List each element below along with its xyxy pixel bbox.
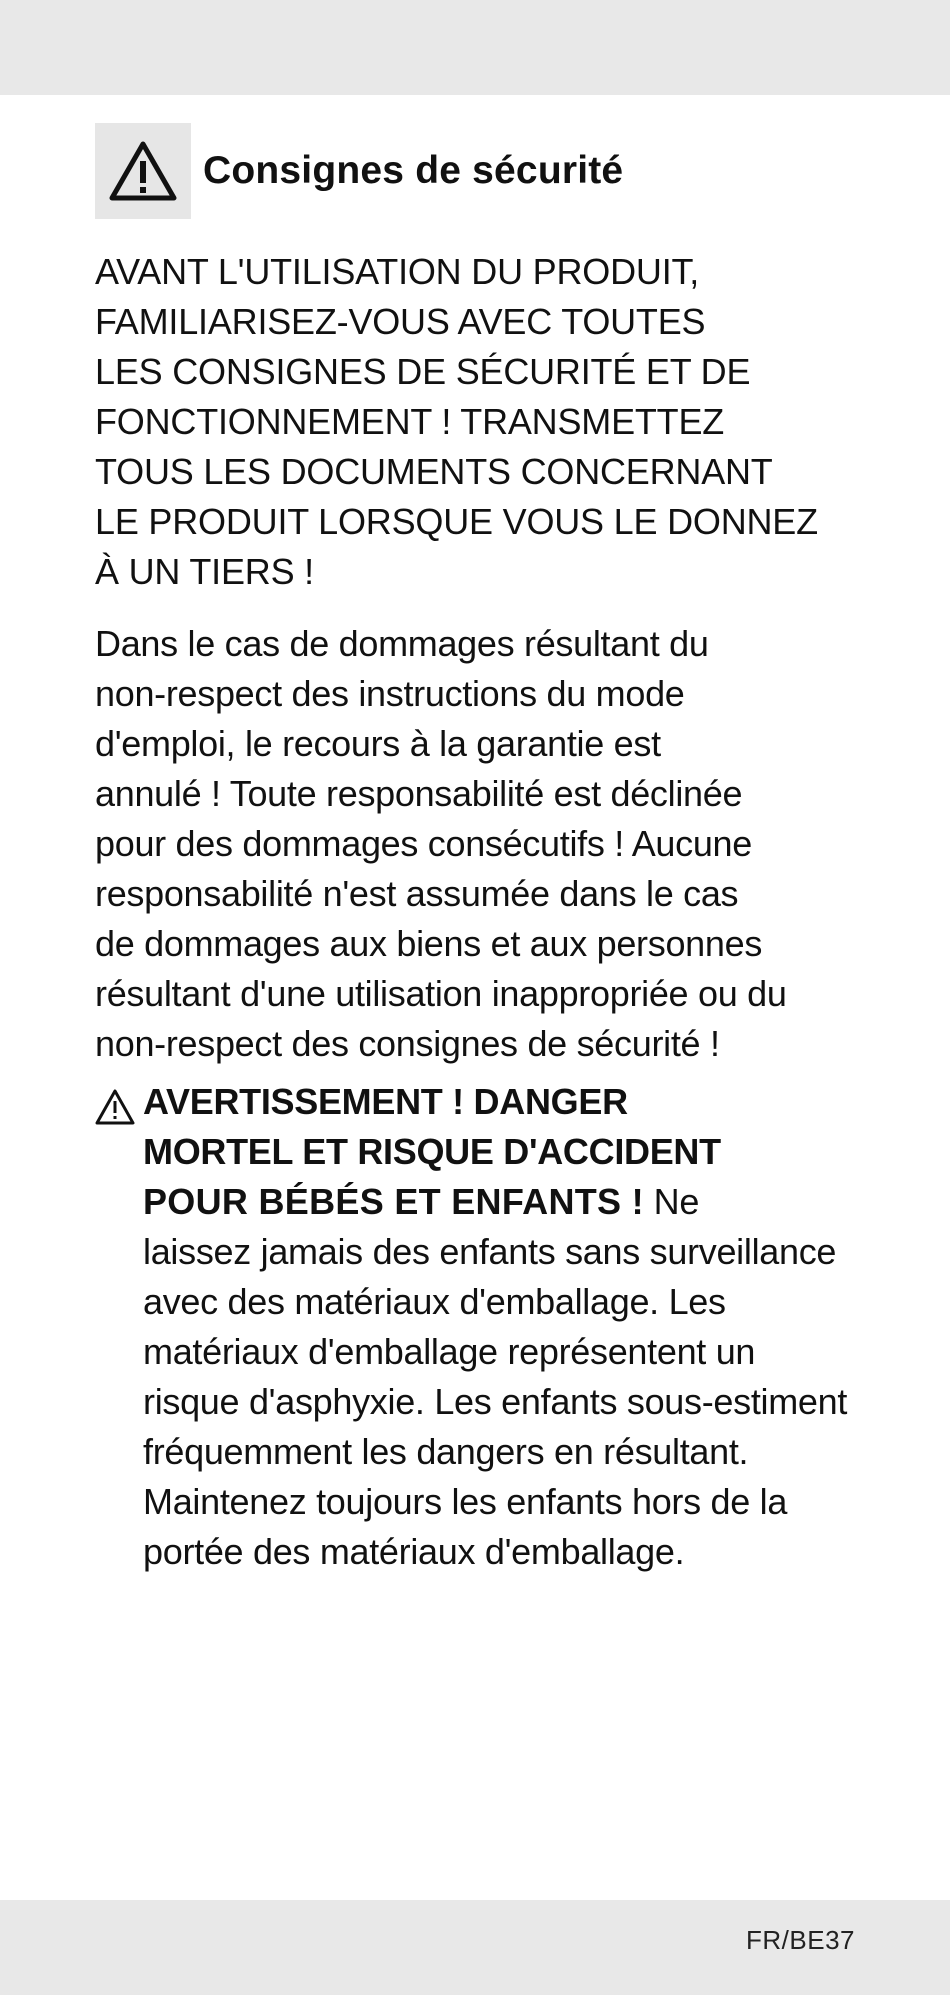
- language-code: FR/BE: [746, 1925, 826, 1955]
- text-line: d'emploi, le recours à la garantie est: [95, 723, 661, 764]
- text-line: non-respect des instructions du mode: [95, 673, 685, 714]
- text-line: FONCTIONNEMENT ! TRANSMETTEZ: [95, 401, 725, 442]
- child-danger-warning: [95, 1077, 865, 1577]
- text-line: AVANT L'UTILISATION DU PRODUIT,: [95, 251, 700, 292]
- top-margin-band: [0, 0, 950, 95]
- text-line: TOUS LES DOCUMENTS CONCERNANT: [95, 451, 773, 492]
- page-number: 37: [825, 1925, 855, 1955]
- text-line: résultant d'une utilisation inappropriée ou du: [95, 973, 787, 1014]
- text-line: laissez jamais des enfants sans surveillance: [143, 1231, 837, 1272]
- text-line: À UN TIERS !: [95, 551, 314, 592]
- warning-triangle-icon: [95, 1089, 135, 1125]
- text-line: Maintenez toujours les enfants hors de la: [143, 1481, 788, 1522]
- text-line: responsabilité n'est assumée dans le cas: [95, 873, 739, 914]
- warning-heading-text: POUR BÉBÉS ET ENFANTS !: [143, 1181, 644, 1222]
- section-title: Consignes de sécurité: [203, 149, 624, 192]
- text-line: fréquemment les dangers en résultant.: [143, 1431, 749, 1472]
- text-line: avec des matériaux d'emballage. Les: [143, 1281, 726, 1322]
- text-line: risque d'asphyxie. Les enfants sous-estiment: [143, 1381, 848, 1422]
- page-content: [95, 123, 865, 1577]
- text-line: FAMILIARISEZ-VOUS AVEC TOUTES: [95, 301, 706, 342]
- intro-caps-paragraph: [95, 247, 865, 597]
- text-line: de dommages aux biens et aux personnes: [95, 923, 763, 964]
- warning-body-start: Ne: [643, 1181, 700, 1222]
- warning-heading-line: MORTEL ET RISQUE D'ACCIDENT: [143, 1131, 721, 1172]
- text-line: non-respect des consignes de sécurité !: [95, 1023, 720, 1064]
- warning-heading-line: AVERTISSEMENT ! DANGER: [143, 1081, 628, 1122]
- text-line: portée des matériaux d'emballage.: [143, 1531, 685, 1572]
- text-line: pour des dommages consécutifs ! Aucune: [95, 823, 752, 864]
- liability-paragraph: [95, 619, 865, 1069]
- warning-heading-line: [143, 1177, 865, 1227]
- warning-triangle-icon: [95, 123, 191, 219]
- section-header: [95, 123, 865, 219]
- text-line: annulé ! Toute responsabilité est déclinée: [95, 773, 743, 814]
- text-line: LE PRODUIT LORSQUE VOUS LE DONNEZ: [95, 501, 818, 542]
- text-line: Dans le cas de dommages résultant du: [95, 623, 709, 664]
- text-line: LES CONSIGNES DE SÉCURITÉ ET DE: [95, 351, 751, 392]
- page-footer: [746, 1925, 855, 1956]
- text-line: matériaux d'emballage représentent un: [143, 1331, 756, 1372]
